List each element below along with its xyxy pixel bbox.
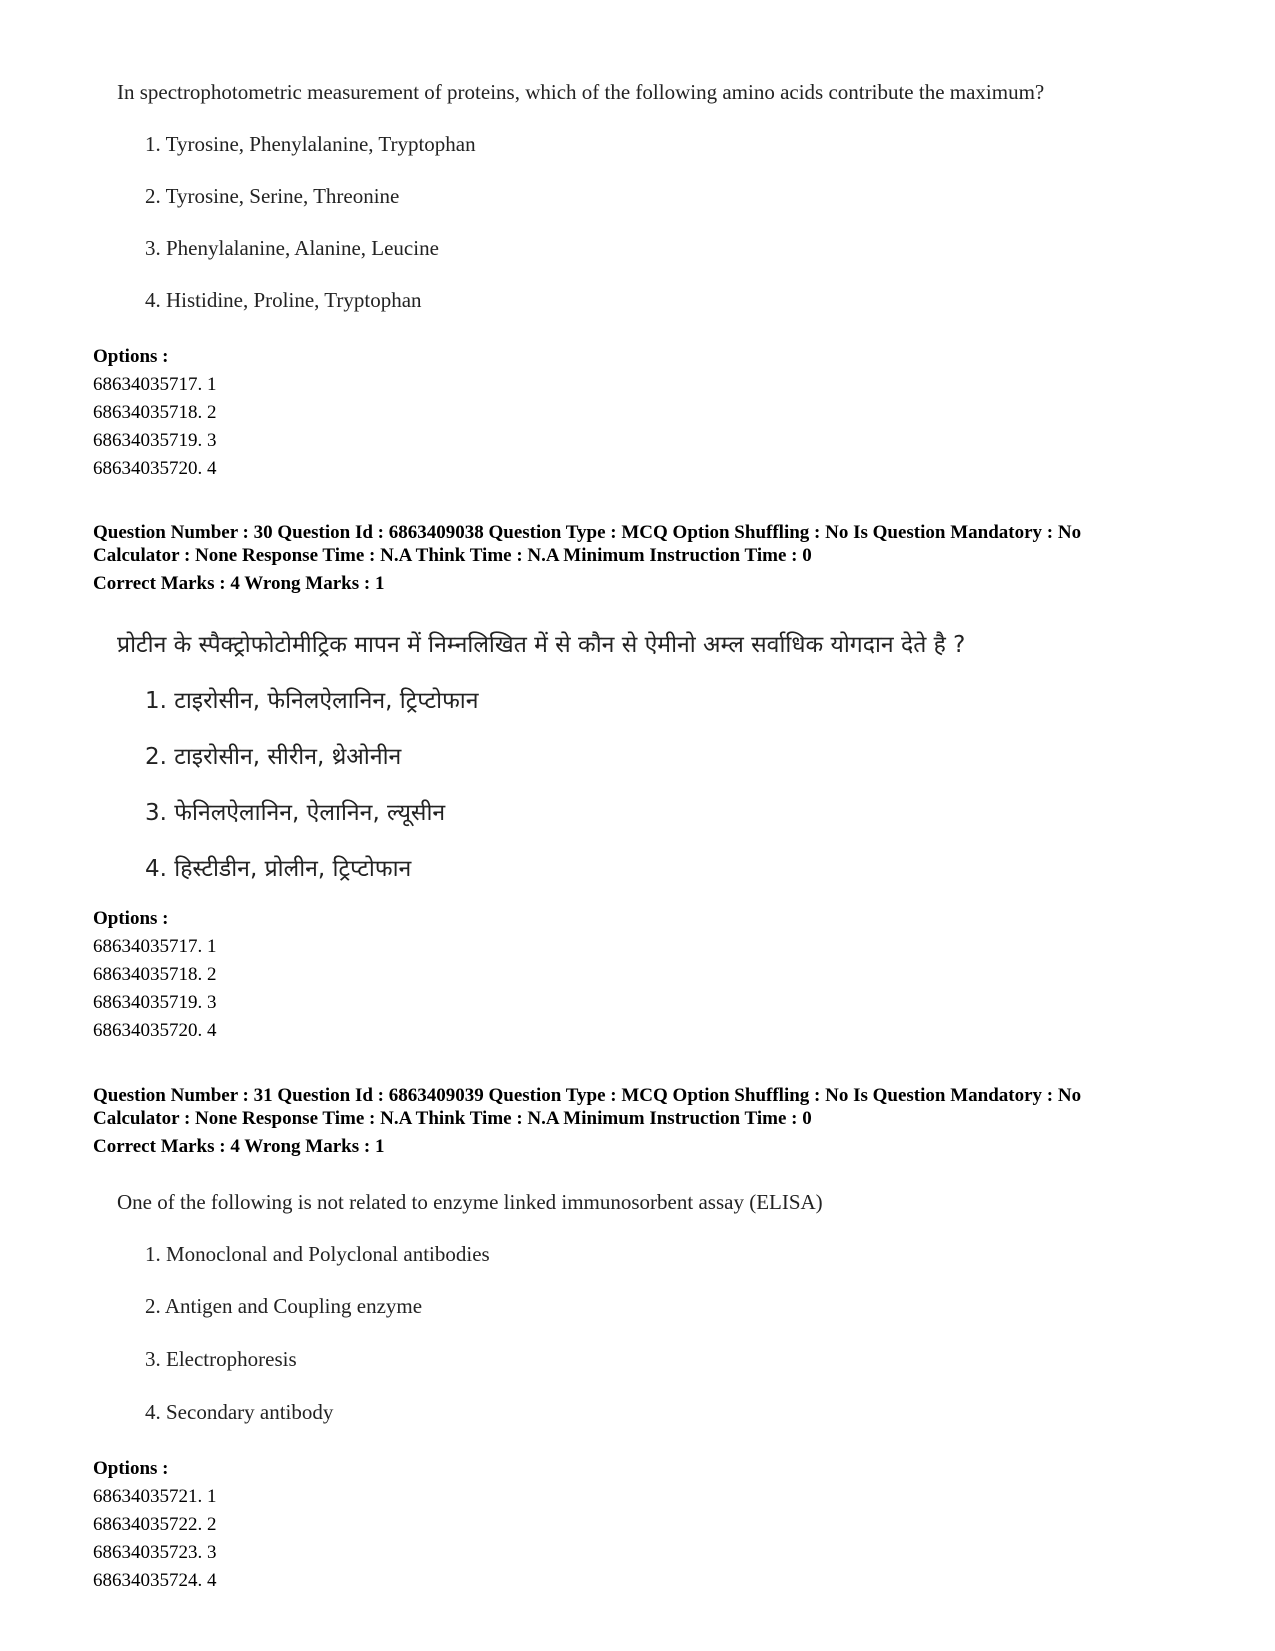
answer-choice-1: 1. Monoclonal and Polyclonal antibodies [145, 1242, 490, 1266]
option-id-3: 68634035719. 3 [93, 992, 217, 1013]
question-meta-line-1: Question Number : 30 Question Id : 6863409038 Question Type : MCQ Option Shuffling : No Is Question Mandatory : No [93, 522, 1082, 543]
option-id-4: 68634035720. 4 [93, 458, 217, 479]
option-id-2: 68634035718. 2 [93, 402, 217, 423]
answer-choice-4: 4. Secondary antibody [145, 1400, 334, 1424]
question-marks-line: Correct Marks : 4 Wrong Marks : 1 [93, 573, 385, 594]
answer-choice-3: 3. फेनिलऐलानिन, ऐलानिन, ल्यूसीन [145, 800, 446, 826]
option-id-1: 68634035717. 1 [93, 936, 217, 957]
answer-choice-2: 2. टाइरोसीन, सीरीन, थ्रेओनीन [145, 744, 402, 770]
question-meta-line-1: Question Number : 31 Question Id : 6863409039 Question Type : MCQ Option Shuffling : No Is Question Mandatory : No [93, 1085, 1082, 1106]
options-heading: Options : [93, 908, 169, 929]
question-marks-line: Correct Marks : 4 Wrong Marks : 1 [93, 1136, 385, 1157]
question-text: प्रोटीन के स्पैक्ट्रोफोटोमीट्रिक मापन में निम्नलिखित में से कौन से ऐमीनो अम्ल सर्वाधिक योगदान देते है ? [117, 632, 966, 658]
option-id-2: 68634035718. 2 [93, 964, 217, 985]
answer-choice-1: 1. टाइरोसीन, फेनिलऐलानिन, ट्रिप्टोफान [145, 688, 479, 714]
answer-choice-3: 3. Phenylalanine, Alanine, Leucine [145, 236, 439, 260]
option-id-3: 68634035719. 3 [93, 430, 217, 451]
answer-choice-4: 4. Histidine, Proline, Tryptophan [145, 288, 422, 312]
answer-choice-2: 2. Tyrosine, Serine, Threonine [145, 184, 400, 208]
options-heading: Options : [93, 346, 169, 367]
answer-choice-4: 4. हिस्टीडीन, प्रोलीन, ट्रिप्टोफान [145, 856, 412, 882]
question-meta-line-2: Calculator : None Response Time : N.A Think Time : N.A Minimum Instruction Time : 0 [93, 1108, 812, 1129]
option-id-1: 68634035717. 1 [93, 374, 217, 395]
question-text: One of the following is not related to enzyme linked immunosorbent assay (ELISA) [117, 1190, 823, 1214]
options-heading: Options : [93, 1458, 169, 1479]
answer-choice-1: 1. Tyrosine, Phenylalanine, Tryptophan [145, 132, 476, 156]
question-meta-line-2: Calculator : None Response Time : N.A Think Time : N.A Minimum Instruction Time : 0 [93, 545, 812, 566]
option-id-1: 68634035721. 1 [93, 1486, 217, 1507]
option-id-4: 68634035720. 4 [93, 1020, 217, 1041]
option-id-2: 68634035722. 2 [93, 1514, 217, 1535]
answer-choice-2: 2. Antigen and Coupling enzyme [145, 1294, 423, 1318]
question-text: In spectrophotometric measurement of proteins, which of the following amino acids contribute the maximum? [117, 80, 1045, 104]
option-id-4: 68634035724. 4 [93, 1570, 217, 1591]
option-id-3: 68634035723. 3 [93, 1542, 217, 1563]
answer-choice-3: 3. Electrophoresis [145, 1347, 297, 1371]
